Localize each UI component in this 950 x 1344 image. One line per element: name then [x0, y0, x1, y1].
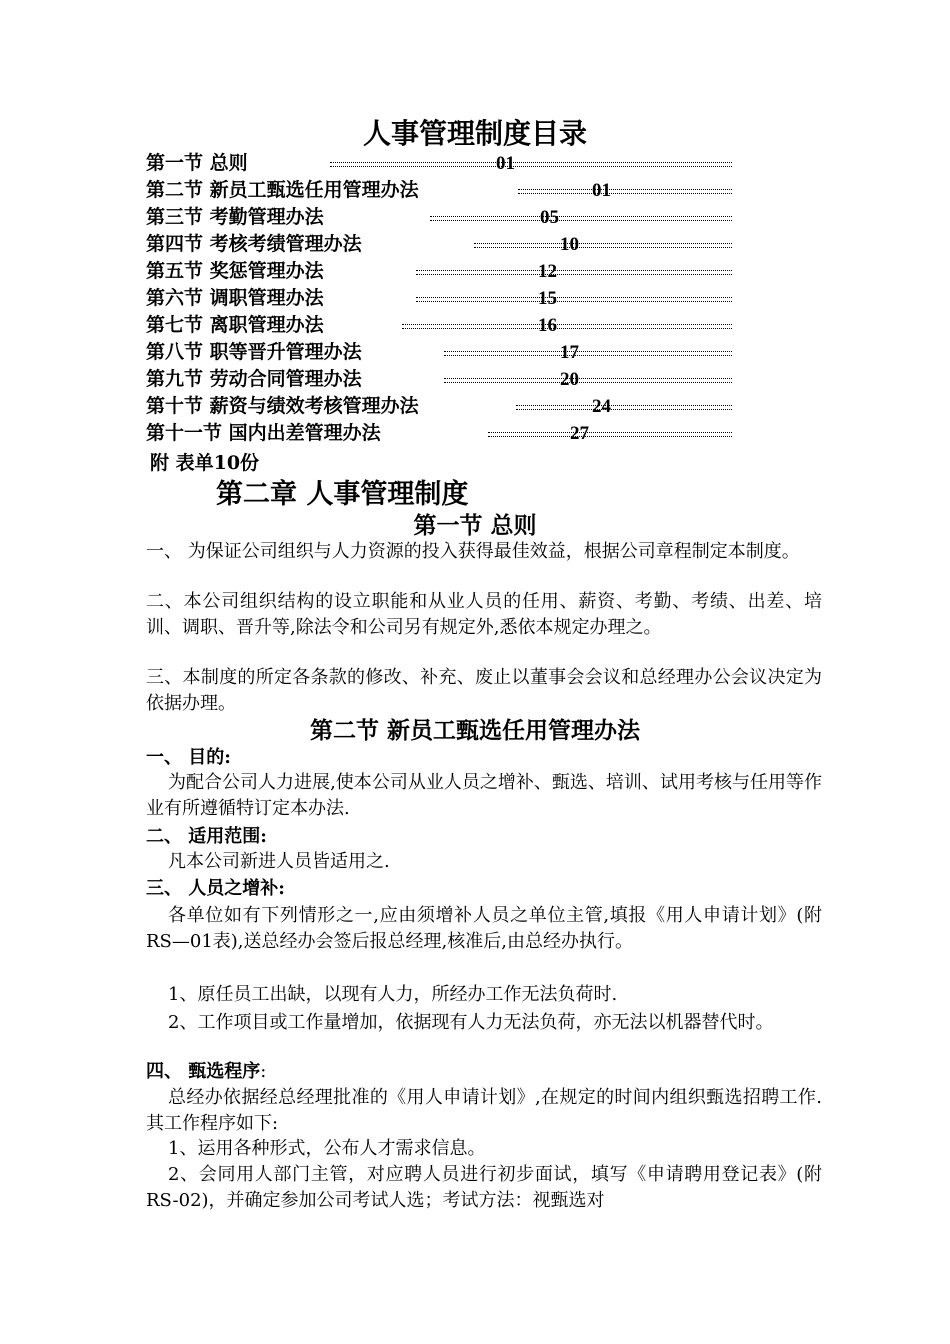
toc-page-number: 16	[538, 315, 557, 336]
toc-entry-label: 第六节 调职管理办法	[146, 287, 324, 309]
appendix-note: 附 表单10份	[150, 452, 260, 474]
item-heading-text: 四、 甄选程序	[146, 1061, 261, 1082]
list-item: 1、运用各种形式，公布人才需求信息。	[168, 1138, 486, 1159]
item-heading	[146, 1059, 266, 1085]
toc-entry-label: 第一节 总则	[146, 152, 248, 174]
chapter-title: 第二章 人事管理制度	[216, 479, 469, 510]
paragraph: 各单位如有下列情形之一,应由须增补人员之单位主管,填报《用人申请计划》(附RS—01表),送总经办会签后报总经理,核准后,由总经办执行。	[146, 905, 822, 952]
paragraph: 三、本制度的所定各条款的修改、补充、废止以董事会会议和总经理办公会议决定为依据办理。	[146, 667, 822, 714]
toc-leader-dots	[416, 297, 732, 302]
toc-page-number: 05	[540, 207, 559, 228]
paragraph: 凡本公司新进人员皆适用之.	[168, 851, 390, 872]
toc-page-number: 01	[496, 153, 515, 174]
toc-page-number: 20	[560, 369, 579, 390]
paragraph: 二、本公司组织结构的设立职能和从业人员的任用、薪资、考勤、考绩、出差、培训、调职、晋升等,除法令和公司另有规定外,悉依本规定办理之。	[146, 591, 822, 638]
toc-entry-label: 第二节 新员工甄选任用管理办法	[146, 179, 419, 201]
toc-entry-label: 第七节 离职管理办法	[146, 314, 324, 336]
toc-page-number: 12	[538, 261, 557, 282]
list-item: 2、会同用人部门主管，对应聘人员进行初步面试，填写《申请聘用登记表》(附RS-02)，并确定参加公司考试人选；考试方法：视甄选对	[146, 1164, 822, 1211]
section-title: 第二节 新员工甄选任用管理办法	[309, 718, 640, 744]
item-heading: 三、 人员之增补:	[146, 878, 285, 899]
toc-page-number: 01	[592, 180, 611, 201]
toc-entry-label: 第九节 劳动合同管理办法	[146, 368, 362, 390]
toc-entry-label: 第十节 薪资与绩效考核管理办法	[146, 395, 419, 417]
toc-leader-dots	[416, 270, 732, 275]
toc-page-number: 17	[560, 342, 579, 363]
toc-page-number: 27	[570, 423, 589, 444]
toc-leader-dots	[444, 351, 732, 356]
toc-leader-dots	[444, 378, 732, 383]
toc-leader-dots	[474, 243, 732, 248]
toc-leader-dots	[402, 324, 732, 329]
toc-entry-label: 第五节 奖惩管理办法	[146, 260, 324, 282]
list-item: 2、工作项目或工作量增加，依据现有人力无法负荷，亦无法以机器替代时。	[168, 1012, 774, 1033]
toc-page-number: 15	[538, 288, 557, 309]
toc-leader-dots	[518, 189, 732, 194]
toc-leader-dots	[516, 405, 732, 410]
paragraph: 一、 为保证公司组织与人力资源的投入获得最佳效益，根据公司章程制定本制度。	[146, 541, 800, 562]
toc-leader-dots	[330, 162, 732, 167]
toc-title: 人事管理制度目录	[362, 117, 587, 150]
toc-page-number: 10	[560, 234, 579, 255]
list-item: 1、原任员工出缺，以现有人力，所经办工作无法负荷时.	[168, 984, 618, 1005]
toc-entry-label: 第十一节 国内出差管理办法	[146, 422, 381, 444]
item-heading: 二、 适用范围:	[146, 826, 267, 847]
toc-entry-label: 第四节 考核考绩管理办法	[146, 233, 362, 255]
item-heading-colon: :	[260, 1061, 267, 1082]
paragraph: 总经办依据经总经理批准的《用人申请计划》,在规定的时间内组织甄选招聘工作.其工作程序如下:	[146, 1087, 822, 1134]
toc-entry-label: 第三节 考勤管理办法	[146, 206, 324, 228]
toc-leader-dots	[430, 216, 732, 221]
item-heading: 一、 目的:	[146, 747, 231, 768]
paragraph: 为配合公司人力进展,使本公司从业人员之增补、甄选、培训、试用考核与任用等作业有所遵循特订定本办法.	[146, 772, 822, 819]
section-title: 第一节 总则	[413, 513, 537, 539]
toc-entry-label: 第八节 职等晋升管理办法	[146, 341, 362, 363]
toc-page-number: 24	[592, 396, 611, 417]
toc-leader-dots	[488, 432, 732, 437]
